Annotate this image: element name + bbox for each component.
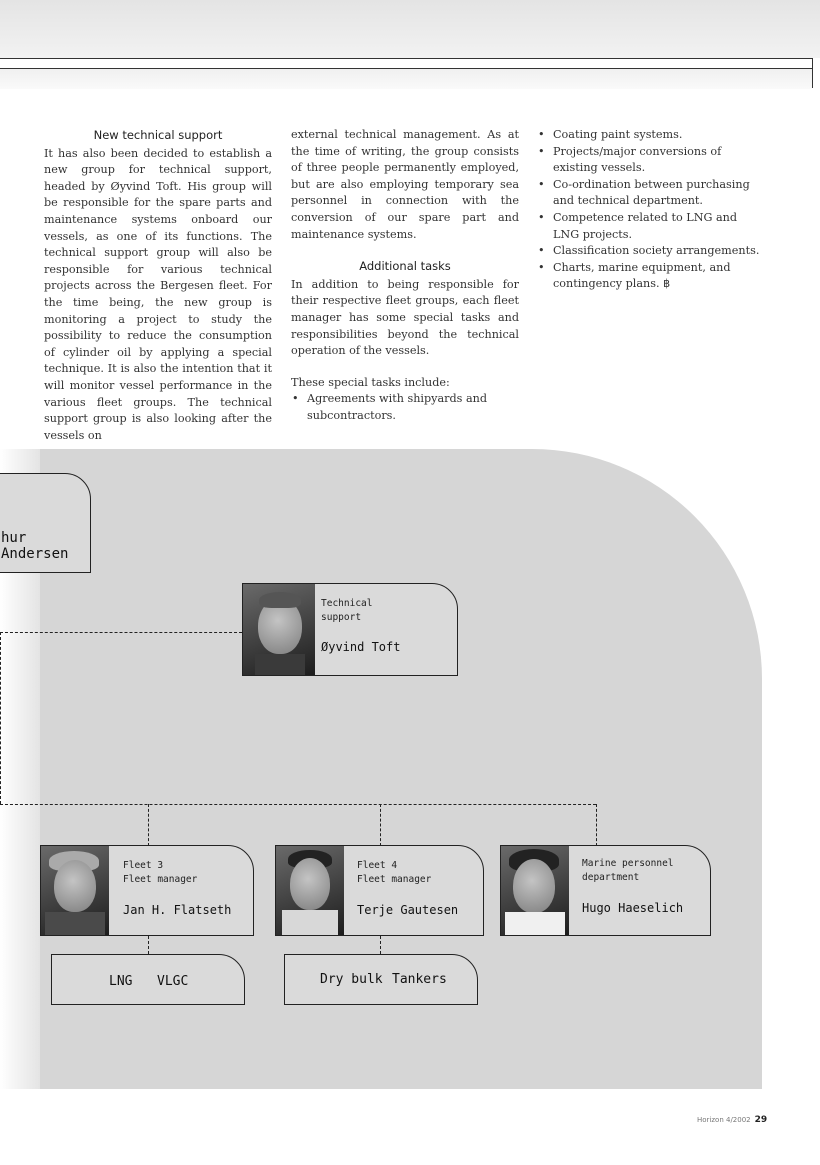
connector-line — [380, 804, 381, 846]
person-name: Hugo Haeselich — [582, 901, 684, 915]
person-name: Øyvind Toft — [321, 640, 401, 654]
list-item: • Coating paint systems. — [537, 127, 762, 144]
list-item-text: Charts, marine equipment, and contingency plans. — [553, 260, 731, 291]
box-title: Fleet 4 Fleet manager — [357, 860, 432, 885]
list-item: • Classification society arrangements. — [537, 243, 762, 260]
portrait-photo — [243, 584, 315, 675]
article-paragraph: These special tasks include: — [291, 375, 450, 389]
connector-line — [380, 936, 381, 954]
director-box — [0, 473, 91, 573]
segment-label: VLGC — [157, 974, 189, 989]
list-item: • Competence related to LNG and LNG projects. — [537, 210, 762, 243]
page-number: 29 — [754, 1115, 768, 1125]
fleet3-segments-box — [51, 954, 245, 1005]
connector-line — [0, 632, 1, 804]
segment-label: LNG — [109, 974, 133, 989]
box-title: Marine personnel department — [582, 858, 674, 883]
list-item: • Co-ordination between purchasing and technical department. — [537, 177, 762, 210]
article-column-2 — [291, 127, 519, 425]
article-paragraph: It has also been decided to establish a new group for technical support, headed by Øyvind Toft. His group will be responsible for the spare parts and maintenance systems onboard our vessels, as one of its functions. The technical support group will also be responsible for various technical projects across the Bergesen fleet. For the time being, the new group is monitoring a project to study the possibility to reduce the consumption of cylinder oil by applying a special technique. It is also the intention that it will monitor vessel performance in the various fleet groups. The technical support group is also looking after the vessels on — [44, 146, 272, 442]
fleet3-box — [40, 845, 254, 936]
article-paragraph: In addition to being responsible for their respective fleet groups, each fleet manager has some special tasks and responsibilities beyond the technical operation of the vessels. — [291, 277, 519, 358]
connector-line — [0, 804, 596, 805]
portrait-photo — [41, 846, 109, 935]
connector-line — [148, 936, 149, 954]
article-column-1 — [44, 127, 272, 444]
section-heading: New technical support — [93, 128, 223, 142]
magazine-issue: Horizon 4/2002 — [697, 1116, 751, 1124]
box-title: Fleet 3 Fleet manager — [123, 860, 198, 885]
portrait-photo — [501, 846, 569, 935]
fleet4-box — [275, 845, 484, 936]
fleet4-segments-box — [284, 954, 478, 1005]
header-rule — [0, 58, 812, 59]
rule-band — [0, 69, 812, 89]
connector-line — [0, 632, 242, 633]
list-item: • Projects/major conversions of existing vessels. — [537, 144, 762, 177]
page-footer — [697, 1115, 767, 1125]
portrait-photo — [276, 846, 344, 935]
connector-line — [148, 804, 149, 846]
segment-label: Dry bulk — [320, 972, 383, 987]
edge-line — [812, 58, 813, 88]
header-rule-2 — [0, 68, 812, 69]
bergesen-logo-icon: ฿ — [663, 277, 671, 291]
task-list — [291, 391, 519, 424]
marine-personnel-box — [500, 845, 711, 936]
person-name: Terje Gautesen — [357, 903, 459, 917]
top-band — [0, 0, 820, 58]
section-heading: Additional tasks — [359, 259, 451, 274]
list-item: • Agreements with shipyards and subcontractors. — [291, 391, 519, 424]
article-paragraph: external technical management. As at the time of writing, the group consists of three people permanently employed, but are also employing temporary sea personnel in connection with the conversion of our spare part and maintenance systems. — [291, 128, 519, 241]
technical-support-box — [242, 583, 458, 676]
article-column-3 — [537, 127, 762, 293]
segment-label: Tankers — [392, 972, 447, 987]
task-list — [537, 127, 762, 293]
person-name: Jan H. Flatseth — [123, 903, 232, 917]
connector-line — [596, 804, 597, 846]
director-name: hur Andersen — [1, 530, 69, 562]
list-item — [537, 260, 762, 293]
box-title: Technical support — [321, 598, 373, 623]
